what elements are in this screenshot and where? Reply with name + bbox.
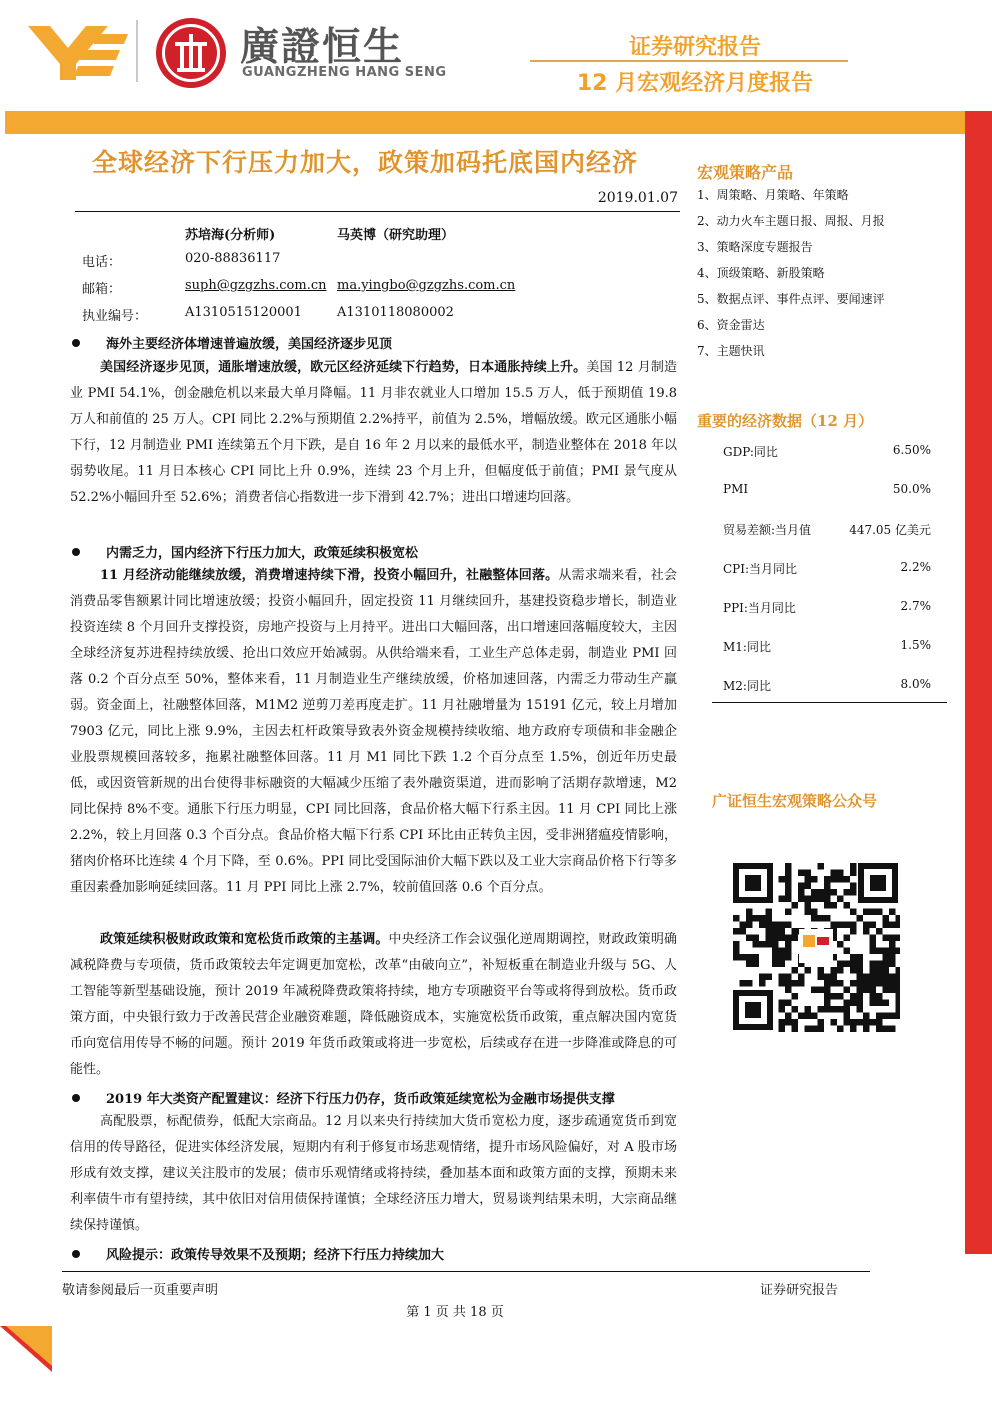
- orange-band: [5, 111, 965, 134]
- qr-code-icon[interactable]: [731, 861, 900, 1032]
- bullet-dot: [72, 1094, 80, 1102]
- products-title: 宏观策略产品: [697, 163, 794, 182]
- section-heading-risk: 风险提示：政策传导效果不及预期；经济下行压力持续加大: [72, 1244, 444, 1263]
- product-item: 7、主题快讯: [697, 344, 765, 358]
- seal-icon: [156, 18, 226, 88]
- company-logo: [28, 18, 447, 90]
- analyst-license-2: A1310118080002: [337, 305, 454, 320]
- paragraph-domestic: 11 月经济动能继续放缓，消费增速持续下滑，投资小幅回升，社融整体回落。从需求端来看，社会消费品零售额累计同比增速放缓；投资小幅回升，固定投资 11 月继续回升，基建投资稳步增长，制造业投资连续 8 个月回升支撑投资，房地产投资与上月持平。进出口大幅回落，出口增速回落幅度较大，主因全球经济复苏进程持续放缓、抢出口效应开始减弱。从供给端来看，工业生产总体走弱，制造业 PMI 回落 0.2 个百分点至 50%，整体来看，11 月制造业生产继续放缓，价格加速回落，内需乏力带动生产羸弱。资金面上，社融整体回落，M1M2 逆剪刀差再度走扩。11 月社融增量为 15191 亿元，较上月增加 7903 亿元，同比上涨 9.9%，主因去杠杆政策导致表外资金规模持续收缩、地方政府专项债和非金融企业股票规模回落较多，拖累社融整体回落。11 月 M1 同比下跌 1.2 个百分点至 1.5%，创近年历史最低，或因资管新规的出台使得非标融资的大幅减少压缩了表外融资渠道，进而影响了活期存款增速，M2 同比保持 8%不变。通胀下行压力明显，CPI 同比回落，食品价格大幅下行系主因。11 月 CPI 同比上涨 2.2%，较上月回落 0.3 个百分点。食品价格大幅下行系 CPI 环比由正转负主因，受非洲猪瘟疫情影响，猪肉价格环比连续 4 个月下降，至 0.6%。PPI 同比受国际油价大幅下跌以及工业大宗商品价格下行等多重因素叠加影响延续回落。11 月 PPI 同比上涨 2.7%，较前值回落 0.6 个百分点。: [70, 568, 677, 895]
- product-item: 1、周策略、月策略、年策略: [697, 188, 849, 202]
- paragraph-overseas: 美国经济逐步见顶，通胀增速放缓，欧元区经济延续下行趋势，日本通胀持续上升。美国 12 月制造业 PMI 54.1%，创金融危机以来最大单月降幅。11 月非农就业人口增加 15.5 万人，低于预期值 19.8 万人和前值的 25 万人。CPI 同比 2.2%与预期值 2.2%持平，前值为 2.5%，增幅放缓。欧元区通胀小幅下行，12 月制造业 PMI 连续第五个月下跌，是自 16 年 2 月以来的最低水平，制造业整体在 2018 年以弱势收尾。11 月日本核心 CPI 同比上升 0.9%，连续 23 个月上升，但幅度低于前值；PMI 景气度从 52.2%小幅回升至 52.6%；消费者信心指数进一步下滑到 42.7%；进出口增速均回落。: [70, 360, 677, 505]
- econ-table-rule: [712, 702, 947, 703]
- page-number: 第 1 页 共 18 页: [406, 1305, 504, 1320]
- bullet-dot: [72, 339, 80, 347]
- product-item: 2、动力火车主题日报、周报、月报: [697, 214, 885, 228]
- qr-title: 广证恒生宏观策略公众号: [712, 792, 878, 810]
- section-heading-2: 内需乏力，国内经济下行压力加大，政策延续积极宽松: [72, 542, 418, 561]
- corner-triangle-icon: [0, 1326, 52, 1372]
- econ-row-gdp: GDP:同比 6.50%: [723, 443, 931, 459]
- report-title: 全球经济下行压力加大，政策加码托底国内经济: [92, 148, 639, 177]
- bullet-dot: [72, 548, 80, 556]
- footer-disclaimer: 敬请参阅最后一页重要声明: [62, 1283, 219, 1298]
- product-item: 4、顶级策略、新股策略: [697, 266, 825, 280]
- red-band-corner: [965, 111, 992, 134]
- econ-row-pmi: PMI 50.0%: [723, 482, 931, 496]
- product-item: 3、策略深度专题报告: [697, 240, 813, 254]
- license-label: 执业编号：: [82, 309, 148, 324]
- footer-report-label: 证券研究报告: [760, 1283, 839, 1298]
- paragraph-allocation: 高配股票，标配债券，低配大宗商品。12 月以来央行持续加大货币宽松力度，逐步疏通宽货币到宽信用的传导路径，促进实体经济发展，短期内有利于修复市场悲观情绪，提升市场风险偏好，对 A 股市场形成有效支撑，建议关注股市的发展；债市乐观情绪或将持续，叠加基本面和政策方面的支撑，预期未来利率债牛市有望持续，其中依旧对信用债保持谨慎；全球经济压力增大，贸易谈判结果未明，大宗商品继续保持谨慎。: [70, 1114, 677, 1233]
- product-item: 6、资金雷达: [697, 318, 765, 332]
- title-rule: [75, 211, 680, 212]
- econ-row-m2: M2:同比 8.0%: [723, 677, 931, 693]
- analyst-email-1[interactable]: suph@gzgzhs.com.cn: [185, 278, 327, 293]
- econ-row-trade: 贸易差额:当月值 447.05 亿美元: [723, 523, 931, 537]
- brand-name-en: GUANGZHENG HANG SENG: [242, 65, 447, 80]
- econ-row-ppi: PPI:当月同比 2.7%: [723, 599, 931, 615]
- header-divider: [530, 60, 848, 62]
- paragraph-policy: 政策延续积极财政政策和宽松货币政策的主基调。中央经济工作会议强化逆周期调控，财政政策明确减税降费与专项债，货币政策较去年定调更加宽松，改革“由破向立”，补短板重在制造业升级与 5G、人工智能等新型基础设施，预计 2019 年减税降费政策将持续，地方专项融资平台等或将得到放松。货币政策方面，中央银行致力于改善民营企业融资难题，降低融资成本，实施宽松货币政策，重点解决国内宽货币向宽信用传导不畅的问题。预计 2019 年货币政策或将进一步宽松，后续或存在进一步降准或降息的可能性。: [70, 932, 677, 1077]
- logo-divider: [136, 20, 138, 82]
- analyst-phone: 020-88836117: [185, 251, 281, 266]
- red-side-band: [965, 134, 992, 1254]
- bullet-dot: [72, 1250, 80, 1258]
- section-heading-1: 海外主要经济体增速普遍放缓，美国经济逐步见顶: [72, 333, 392, 352]
- econ-data-title: 重要的经济数据（12 月）: [697, 412, 874, 430]
- analyst-name-1: 苏培海(分析师): [185, 228, 276, 243]
- report-type: 证券研究报告: [628, 35, 761, 60]
- analyst-name-2: 马英博（研究助理）: [337, 228, 455, 243]
- report-subtype: 12 月宏观经济月度报告: [576, 71, 814, 96]
- econ-row-m1: M1:同比 1.5%: [723, 638, 931, 654]
- section-heading-3: 2019 年大类资产配置建议：经济下行压力仍存，货币政策延续宽松为金融市场提供支撑: [72, 1088, 615, 1107]
- product-item: 5、数据点评、事件点评、要闻速评: [697, 292, 885, 306]
- analyst-email-2[interactable]: ma.yingbo@gzgzhs.com.cn: [337, 278, 516, 293]
- econ-row-cpi: CPI:当月同比 2.2%: [723, 560, 931, 576]
- analyst-license-1: A1310515120001: [185, 305, 302, 320]
- phone-label: 电话：: [82, 255, 122, 270]
- brand-name-cn: 廣證恒生: [240, 25, 405, 70]
- email-label: 邮箱：: [82, 282, 122, 297]
- ye-logo-icon: [28, 24, 128, 80]
- footer-rule: [62, 1271, 870, 1272]
- report-date: 2019.01.07: [597, 190, 678, 206]
